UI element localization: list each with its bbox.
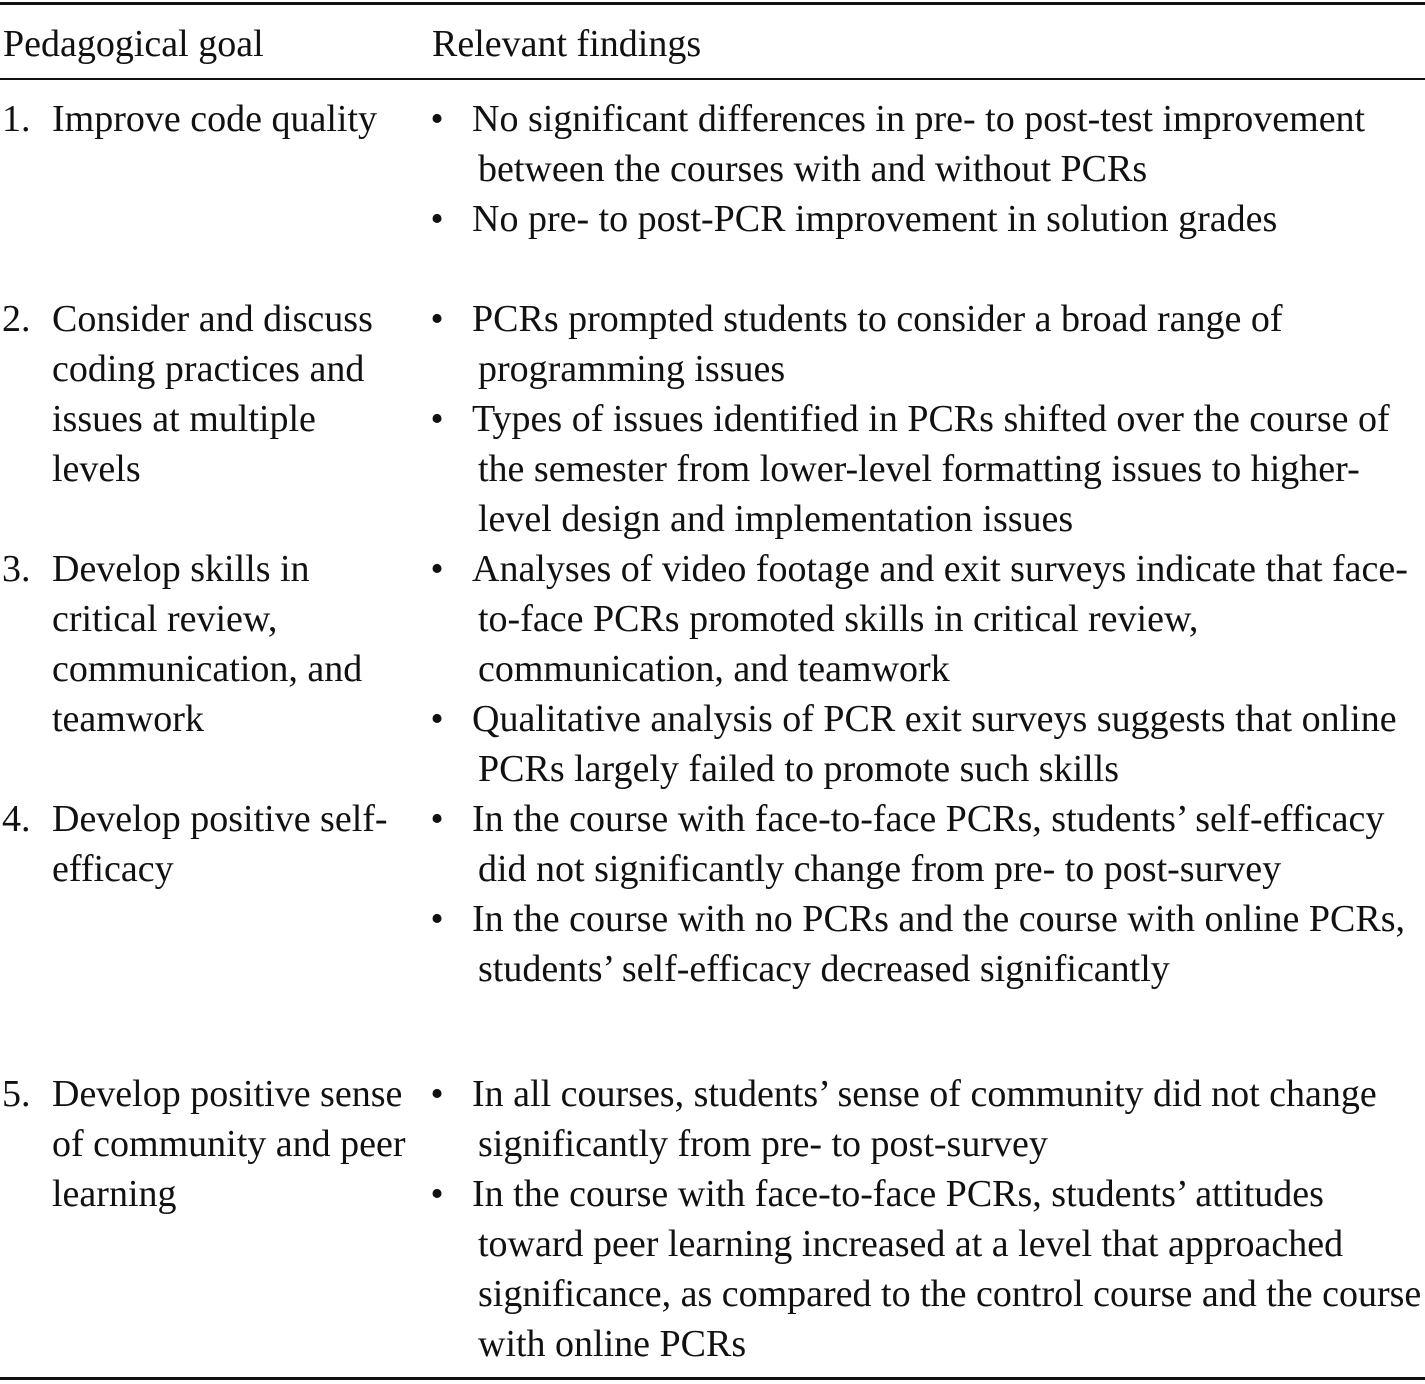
bullet-icon: • (430, 98, 444, 140)
finding-text: In all courses, students’ sense of community did not change significantly from pre- to post-survey (472, 1073, 1377, 1165)
finding-text: In the course with face-to-face PCRs, students’ attitudes toward peer learning increased at a level that approached significance, as compared to the control course and the course with online PCRs (472, 1173, 1422, 1365)
finding-text: In the course with face-to-face PCRs, students’ self-efficacy did not significantly change from pre- to post-survey (472, 798, 1385, 890)
finding-item (430, 94, 1425, 194)
bullet-icon: • (430, 698, 444, 740)
goal-number: 1. (2, 98, 31, 140)
bottom-rule (0, 1377, 1425, 1380)
finding-item (430, 1069, 1425, 1169)
goal-text: Consider and discuss coding practices and issues at multiple levels (52, 298, 373, 490)
goal-number: 2. (2, 298, 31, 340)
goal-number: 5. (2, 1073, 31, 1115)
goal-cell (0, 94, 420, 144)
findings-cell (430, 544, 1425, 794)
bullet-icon: • (430, 1173, 444, 1215)
finding-item (430, 194, 1425, 244)
finding-item (430, 1169, 1425, 1369)
finding-item (430, 894, 1425, 994)
header-goal: Pedagogical goal (3, 23, 264, 65)
header-rule (0, 78, 1425, 80)
goal-text: Develop positive self-efficacy (52, 798, 388, 890)
goal-text: Develop positive sense of community and peer learning (52, 1073, 406, 1215)
finding-item (430, 394, 1425, 544)
finding-item (430, 544, 1425, 694)
finding-text: No pre- to post-PCR improvement in solution grades (472, 198, 1278, 240)
finding-item (430, 294, 1425, 394)
finding-text: In the course with no PCRs and the course with online PCRs, students’ self-efficacy decreased significantly (472, 898, 1406, 990)
bullet-icon: • (430, 198, 444, 240)
finding-text: Qualitative analysis of PCR exit surveys suggests that online PCRs largely failed to promote such skills (472, 698, 1397, 790)
bullet-icon: • (430, 548, 444, 590)
findings-cell (430, 794, 1425, 994)
goal-cell (0, 294, 420, 494)
bullet-icon: • (430, 898, 444, 940)
goal-number: 4. (2, 798, 31, 840)
goal-cell (0, 794, 420, 894)
header-findings: Relevant findings (432, 23, 702, 65)
goal-text: Develop skills in critical review, communication, and teamwork (52, 548, 363, 740)
bullet-icon: • (430, 298, 444, 340)
finding-text: No significant differences in pre- to post-test improvement between the courses with and without PCRs (472, 98, 1366, 190)
finding-text: Analyses of video footage and exit surveys indicate that face-to-face PCRs promoted skills in critical review, communication, and teamwork (472, 548, 1408, 690)
goal-number: 3. (2, 548, 31, 590)
bullet-icon: • (430, 798, 444, 840)
findings-cell (430, 1069, 1425, 1369)
bullet-icon: • (430, 398, 444, 440)
goal-cell (0, 1069, 420, 1219)
top-rule (0, 2, 1425, 5)
finding-item (430, 794, 1425, 894)
finding-text: Types of issues identified in PCRs shifted over the course of the semester from lower-level formatting issues to higher-level design and implementation issues (472, 398, 1390, 540)
finding-text: PCRs prompted students to consider a broad range of programming issues (472, 298, 1283, 390)
findings-cell (430, 294, 1425, 544)
bullet-icon: • (430, 1073, 444, 1115)
goal-cell (0, 544, 420, 744)
goal-text: Improve code quality (52, 98, 378, 140)
finding-item (430, 694, 1425, 794)
findings-cell (430, 94, 1425, 244)
